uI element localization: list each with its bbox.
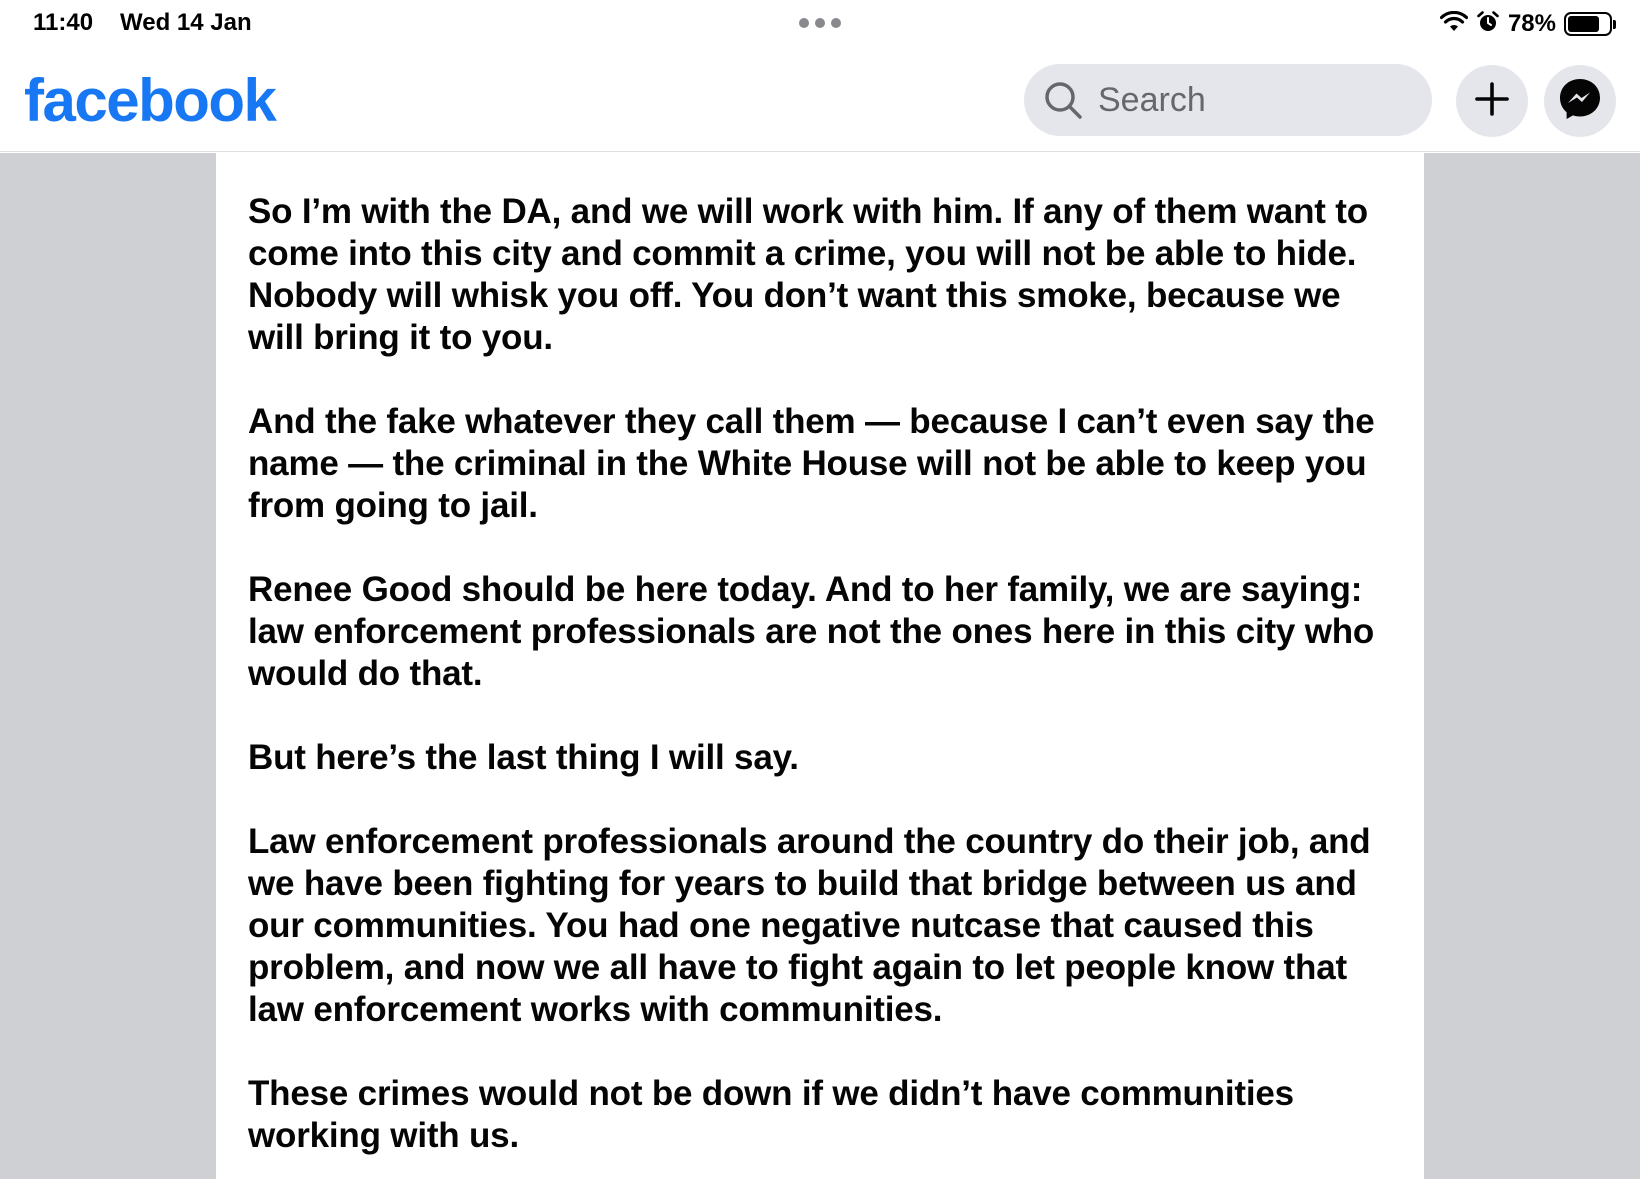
messenger-icon: [1557, 76, 1603, 127]
multitasking-dots-icon[interactable]: [798, 18, 842, 30]
post-paragraph: Renee Good should be here today. And to her family, we are saying: law enforcement professionals are not the ones here in this city who would do that.: [248, 570, 1375, 693]
search-input[interactable]: [1098, 81, 1398, 120]
alarm-icon: [1476, 10, 1500, 39]
status-time: 11:40: [33, 9, 94, 36]
messenger-button[interactable]: [1544, 65, 1616, 137]
post-paragraph: So I’m with the DA, and we will work with him. If any of them want to come into this city and commit a crime, you will not be able to hide. Nobody will whisk you off. You don’t want this smoke, because we will bring it to you.: [248, 192, 1368, 357]
app-header: [0, 52, 1640, 152]
plus-icon: [1474, 81, 1510, 122]
status-indicators: [1440, 10, 1612, 38]
status-date: Wed 14 Jan: [120, 9, 252, 36]
search-icon: [1042, 79, 1084, 121]
battery-icon: [1564, 12, 1612, 36]
create-button[interactable]: [1456, 65, 1528, 137]
wifi-icon: [1440, 11, 1468, 38]
post-paragraph: Law enforcement professionals around the country do their job, and we have been fighting for years to build that bridge between us and our communities. You had one negative nutcase that caused this problem, and now we all have to fight again to let people know that law enforcement works with communities.: [248, 822, 1371, 1029]
post-paragraph: These crimes would not be down if we didn’t have communities working with us.: [248, 1074, 1294, 1155]
post-paragraph: But here’s the last thing I will say.: [248, 738, 799, 777]
post-card: [216, 153, 1424, 1179]
feed-background: [0, 153, 1640, 1179]
status-bar: [0, 0, 1640, 52]
search-bar[interactable]: [1024, 64, 1432, 136]
battery-percent: 78%: [1507, 10, 1556, 37]
facebook-logo[interactable]: facebook: [24, 67, 276, 134]
post-paragraph: And the fake whatever they call them — because I can’t even say the name — the criminal in the White House will not be able to keep you from going to jail.: [248, 402, 1375, 525]
battery-fill: [1568, 16, 1599, 32]
